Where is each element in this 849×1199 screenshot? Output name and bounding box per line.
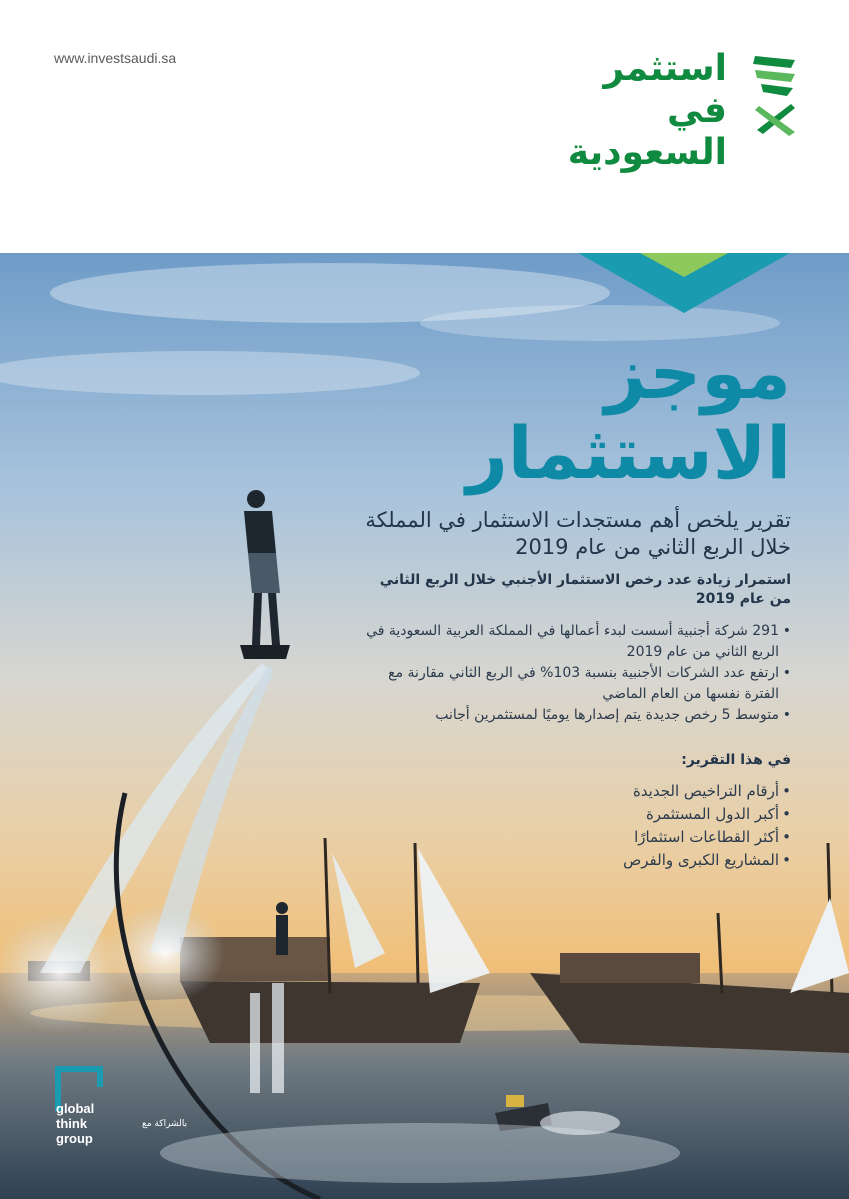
gtg-word-group: group: [56, 1131, 93, 1146]
title-line-2: الاستثمار: [466, 411, 791, 495]
palm-logo-icon: [751, 52, 799, 138]
report-title: [361, 333, 791, 493]
invest-saudi-logo: [549, 48, 799, 173]
highlight-heading: استمرار زيادة عدد رخص الاستثمار الأجنبي خلال الربع الثاني من عام 2019: [379, 572, 791, 607]
logo-line-1: استثمر في: [603, 48, 727, 131]
title-line-1: موجز: [604, 331, 791, 415]
gtg-word-global: global: [56, 1101, 95, 1116]
website-url: www.investsaudi.sa: [54, 50, 177, 66]
global-think-group-logo: [54, 1065, 114, 1146]
key-facts-list: [361, 621, 791, 726]
report-summary: [361, 333, 791, 872]
list-item: • ارتفع عدد الشركات الأجنبية بنسبة 103% في الربع الثاني مقارنة مع الفترة نفسها من العام الماضي: [361, 663, 791, 705]
list-item: • المشاريع الكبرى والفرص: [361, 849, 791, 872]
list-item: • أكبر الدول المستثمرة: [361, 803, 791, 826]
logo-wordmark: [549, 48, 727, 174]
in-report-list: [361, 780, 791, 872]
list-item: • متوسط 5 رخص جديدة يتم إصدارها يوميًا لمستثمرين أجانب: [361, 705, 791, 726]
in-report-heading: في هذا التقرير:: [681, 752, 791, 768]
list-item: • 291 شركة أجنبية أسست لبدء أعمالها في المملكة العربية السعودية في الربع الثاني من عام 2019: [361, 621, 791, 663]
report-subtitle: تقرير يلخص أهم مستجدات الاستثمار في المملكة خلال الربع الثاني من عام 2019: [365, 508, 791, 559]
gtg-word-think: think: [56, 1116, 88, 1131]
list-item: • أرقام التراخيص الجديدة: [361, 780, 791, 803]
partner-label: بالشراكة مع: [142, 1119, 188, 1129]
logo-line-2: السعودية: [567, 132, 727, 173]
list-item: • أكثر القطاعات استثمارًا: [361, 826, 791, 849]
hero-photo: [0, 253, 849, 1199]
